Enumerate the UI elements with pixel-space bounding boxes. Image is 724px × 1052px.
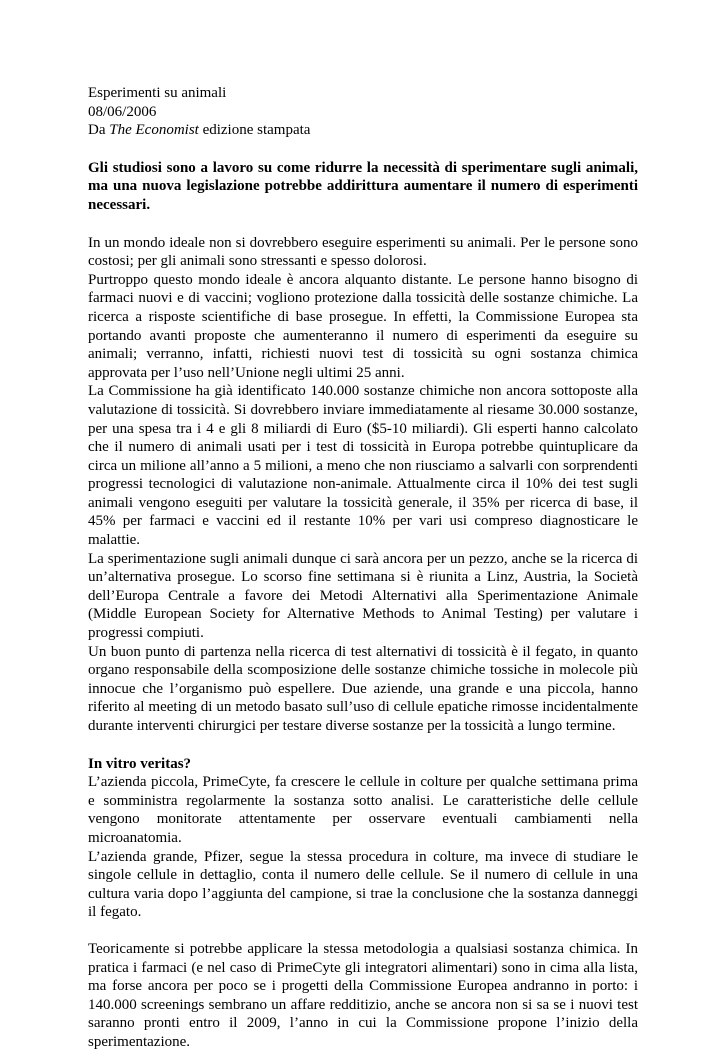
document-page	[88, 84, 638, 1052]
paragraph: Purtroppo questo mondo ideale è ancora alquanto distante. Le persone hanno bisogno di farmaci nuovi e di vaccini; vogliono protezione dalla tossicità delle sostanze chimiche. La ricerca a risposte scientifiche di base prosegue. In effetti, la Commissione Europea sta portando avanti proposte che aumenteranno il numero di esperimenti da eseguire su animali; verranno, infatti, richiesti nuovi test di tossicità su ogni sostanza chimica approvata per l’uso nell’Unione negli ultimi 25 anni.	[88, 271, 638, 381]
paragraph: La Commissione ha già identificato 140.000 sostanze chimiche non ancora sottoposte alla valutazione di tossicità. Si dovrebbero inviare immediatamente al riesame 30.000 sostanze, per una spesa tra i 4 e gli 8 miliardi di Euro ($5-10 miliardi). Gli esperti hanno calcolato che il numero di animali usati per i test di tossicità in Europa potrebbe quintuplicare da circa un milione all’anno a 5 milioni, a meno che non riusciamo a salvarli con sorprendenti progressi tecnologici di valutazione non-animale. Attualmente circa il 10% dei test sugli animali vengono eseguiti per valutare la tossicità generale, il 35% per ricerca di base, il 45% per farmaci e vaccini ed il restante 10% per vari usi compreso diagnosticare le malattie.	[88, 383, 638, 549]
article-title: Esperimenti su animali	[88, 85, 227, 101]
paragraph: Un buon punto di partenza nella ricerca di test alternativi di tossicità è il fegato, in quanto organo responsabile della scomposizione delle sostanze chimiche tossiche in molecole più innocue che l’organismo può espellere. Due aziende, una grande e una piccola, hanno riferito al meeting di un metodo basato sull’uso di cellule epatiche rimosse incidentalmente durante interventi chirurgici per testare diverse sostanze per la tossicità a lungo termine.	[88, 643, 638, 734]
paragraph: In un mondo ideale non si dovrebbero eseguire esperimenti su animali. Per le persone sono costosi; per gli animali sono stressanti e spesso dolorosi.	[88, 234, 638, 270]
article-lead: Gli studiosi sono a lavoro su come ridurre la necessità di sperimentare sugli animali, ma una nuova legislazione potrebbe addirittura aumentare il numero di esperimenti necessari.	[88, 159, 638, 213]
paragraph: L’azienda grande, Pfizer, segue la stessa procedura in colture, ma invece di studiare le singole cellule in dettaglio, conta il numero delle cellule. Se il numero di cellule in una cultura varia dopo l’aggiunta del campione, si trae la conclusione che la sostanza danneggi il fegato.	[88, 848, 638, 921]
article-source	[88, 121, 638, 140]
section-heading: In vitro veritas?	[88, 755, 192, 772]
source-publication: The Economist	[109, 122, 199, 139]
paragraph: Teoricamente si potrebbe applicare la stessa metodologia a qualsiasi sostanza chimica. In pratica i farmaci (e nel caso di PrimeCyte gli integratori alimentari) sono in cima alla lista, ma forse ancora per poco se i progetti della Commissione Europea andranno in porto: i 140.000 screenings sembrano un affare redditizio, anche se ancora non si sa se i nuovi test saranno pronti entro il 2009, l’anno in cui la Commissione propone l’inizio della sperimentazione.	[88, 940, 638, 1050]
paragraph: L’azienda piccola, PrimeCyte, fa crescere le cellule in colture per qualche settimana prima e somministra regolarmente la sostanza sotto analisi. Le caratteristiche delle cellule vengono monitorate attentamente per osservare eventuali cambiamenti nella microanatomia.	[88, 774, 638, 846]
source-prefix: Da	[88, 122, 110, 139]
source-suffix: edizione stampata	[198, 122, 311, 139]
paragraph: La sperimentazione sugli animali dunque ci sarà ancora per un pezzo, anche se la ricerca di un’alternativa prosegue. Lo scorso fine settimana si è riunita a Linz, Austria, la Società dell’Europa Centrale a favore dei Metodi Alternativi alla Sperimentazione Animale (Middle European Society for Alternative Methods to Animal Testing) per valutare i progressi compiuti.	[88, 550, 638, 642]
article-date: 08/06/2006	[88, 103, 157, 120]
